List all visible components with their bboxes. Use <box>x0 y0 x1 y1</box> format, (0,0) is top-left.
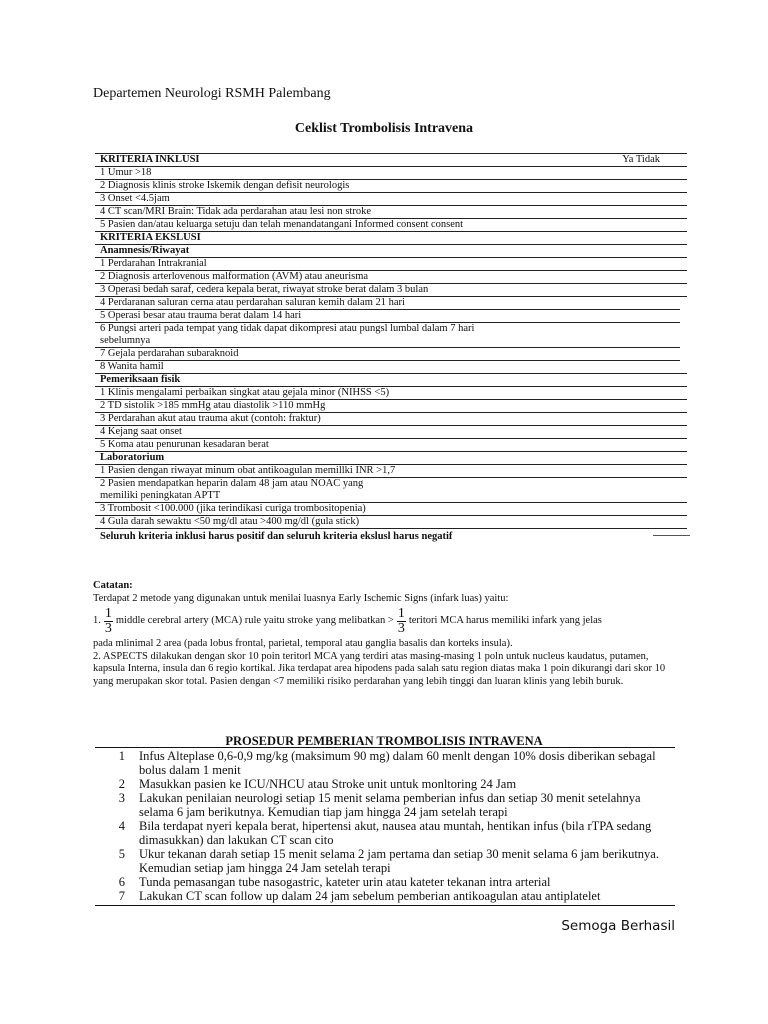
inclusion-item: 3 Onset <4.5jam <box>95 193 687 206</box>
method-1-number: 1. <box>93 615 101 627</box>
exclusion-item <box>95 478 687 503</box>
fraction-numerator: 1 <box>397 606 405 621</box>
step-text: Lakukan CT scan follow up dalam 24 jam sebelum pemberian antikoagulan atau antiplatelet <box>139 889 601 903</box>
underline-mark <box>653 535 690 536</box>
anamnesis-heading: Anamnesis/Riwayat <box>95 245 687 258</box>
exclusion-item: 4 Kejang saat onset <box>95 426 687 439</box>
method-1-text-end: teritori MCA harus memiliki infark yang jelas <box>408 615 602 627</box>
inclusion-heading: KRITERIA INKLUSI <box>100 154 200 165</box>
exclusion-item: 3 Perdarahan akut atau trauma akut (contoh: fraktur) <box>95 413 687 426</box>
one-third-fraction <box>397 607 406 636</box>
step-text: Infus Alteplase 0,6-0,9 mg/kg (maksimum 90 mg) dalam 60 menlt dengan 10% dosis diberikan sebagal bolus dalam 1 menit <box>139 749 656 777</box>
method-2-text: 2. ASPECTS dilakukan dengan skor 10 poin teritorl MCA yang terdiri atas masing-masing 1 poln untuk nucleus kaudatus, putamen, kapsula Interna, insula dan 6 regio kortikal. Jika terdapat area hipodens pada salah satu region diatas maka 1 poin dikurangi dari skor 10 yang merupakan skor total. Pasien dengan <7 memiliki risiko perdarahan yang lebih tinggi dan luaran klinis yang lebih buruk. <box>93 650 666 687</box>
inclusion-item-text: 5 Pasien dan/atau keluarga setuju dan telah menandatangani Informed consent consent <box>100 219 464 230</box>
step-number: 6 <box>118 875 125 889</box>
exclusion-item: 1 Perdarahan Intrakranial <box>95 258 687 271</box>
exclusion-item: 4 Gula darah sewaktu <50 mg/dl atau >400 mg/dl (gula stick) <box>95 516 687 529</box>
procedure-list <box>95 747 675 906</box>
inclusion-item: 2 Diagnosis klinis stroke Iskemik dengan defisit neurologis <box>95 180 687 193</box>
procedure-step <box>95 791 675 819</box>
step-number: 3 <box>118 791 125 805</box>
exclusion-item: 4 Perdaranan saluran cerna atau perdarahan saluran kemih dalam 21 hari <box>95 297 680 310</box>
physical-heading: Pemeriksaan fisik <box>95 374 687 387</box>
method-1-line <box>93 607 683 636</box>
notes-section <box>93 580 683 688</box>
procedure-step <box>95 889 675 903</box>
exclusion-item: 2 TD sistolik >185 mmHg atau diastolik >110 mmHg <box>95 400 687 413</box>
fraction-denominator: 3 <box>397 621 405 636</box>
step-number: 7 <box>118 889 125 903</box>
one-third-fraction <box>104 607 113 636</box>
step-text: Ukur tekanan darah setiap 15 menit selama 2 jam pertama dan setiap 30 menit selama 6 jam berikutnya. Kemudian setiap jam hingga 24 Jam setelah terapi <box>139 847 659 875</box>
exclusion-item: 5 Operasi besar atau trauma berat dalam 14 hari <box>95 310 680 323</box>
procedure-step <box>95 749 675 777</box>
step-text: Bila terdapat nyeri kepala berat, hipertensi akut, nausea atau muntah, hentikan infus (bila rTPA sedang dimasukkan) dan lakukan CT scan cito <box>139 819 652 847</box>
procedure-step <box>95 777 675 791</box>
method-1-continuation: pada mlinimal 2 area (pada lobus frontal, parietal, temporal atau ganglia basalis dan korteks insula). <box>93 638 513 649</box>
yes-no-header: Ya Tidak <box>622 154 660 165</box>
exclusion-item: 7 Gejala perdarahan subaraknoid <box>95 348 680 361</box>
step-number: 5 <box>118 847 125 861</box>
exclusion-item: 8 Wanita hamil <box>95 361 687 374</box>
final-statement-text: Seluruh kriteria inklusi harus positif dan seluruh kriteria ekslusl harus negatif <box>100 531 453 542</box>
method-1-text: middle cerebral artery (MCA) rule yaitu stroke yang melibatkan > <box>115 615 394 627</box>
exclusion-item: 3 Trombosit <100.000 (jika terindikasi curiga trombositopenia) <box>95 503 687 516</box>
fraction-denominator: 3 <box>104 621 112 636</box>
fraction-numerator: 1 <box>104 606 112 621</box>
step-text: Lakukan penilaian neurologi setiap 15 menit selama pemberian infus dan setiap 30 menit setelahnya selama 6 jam berikutnya. Kemudian tiap jam hingga 24 jam setelah terapi <box>139 791 641 819</box>
procedure-step <box>95 819 675 847</box>
lab-heading: Laboratorium <box>95 452 687 465</box>
exclusion-item: 2 Diagnosis arterlovenous malformation (AVM) atau aneurisma <box>95 271 687 284</box>
exclusion-item-text: 6 Pungsi arteri pada tempat yang tidak dapat dikompresi atau pungsl lumbal dalam 7 hari sebelumnya <box>100 323 475 346</box>
step-number: 2 <box>118 777 125 791</box>
procedure-title: PROSEDUR PEMBERIAN TROMBOLISIS INTRAVENA <box>225 734 543 748</box>
exclusion-item <box>95 284 687 297</box>
closing-text: Semoga Berhasil <box>561 918 675 934</box>
exclusion-item: 1 Pasien dengan riwayat minum obat antikoagulan memillki INR >1,7 <box>95 465 687 478</box>
inclusion-heading-row <box>95 153 687 167</box>
step-text: Masukkan pasien ke ICU/NHCU atau Stroke unit untuk monltoring 24 Jam <box>139 777 517 791</box>
department-name: Departemen Neurologi RSMH Palembang <box>93 86 331 101</box>
step-number: 1 <box>118 749 125 763</box>
checklist-table <box>95 153 687 543</box>
inclusion-item: 1 Umur >18 <box>95 167 687 180</box>
step-text: Tunda pemasangan tube nasogastric, kateter urin atau kateter tekanan intra arterial <box>139 875 551 889</box>
inclusion-item <box>95 219 687 232</box>
exclusion-item <box>95 323 680 348</box>
procedure-step <box>95 847 675 875</box>
exclusion-heading: KRITERIA EKSLUSI <box>95 232 687 245</box>
procedure-step <box>95 875 675 889</box>
inclusion-item: 4 CT scan/MRI Brain: Tidak ada perdarahan atau lesi non stroke <box>95 206 687 219</box>
step-number: 4 <box>118 819 125 833</box>
exclusion-item: 1 Klinis mengalami perbaikan singkat atau gejala minor (NIHSS <5) <box>95 387 687 400</box>
document-title: Ceklist Trombolisis Intravena <box>294 121 474 136</box>
exclusion-item-text: 3 Operasi bedah saraf, cedera kepala berat, riwayat stroke berat dalam 3 bulan <box>100 284 429 295</box>
notes-intro: Terdapat 2 metode yang digunakan untuk menilai luasnya Early Ischemic Signs (infark luas) yaitu: <box>93 592 509 604</box>
exclusion-item-text: 2 Pasien mendapatkan heparin dalam 48 jam atau NOAC yang memiliki peningkatan APTT <box>100 478 364 501</box>
notes-heading: Catatan: <box>93 580 133 591</box>
exclusion-item: 5 Koma atau penurunan kesadaran berat <box>95 439 687 452</box>
final-statement <box>95 529 687 543</box>
